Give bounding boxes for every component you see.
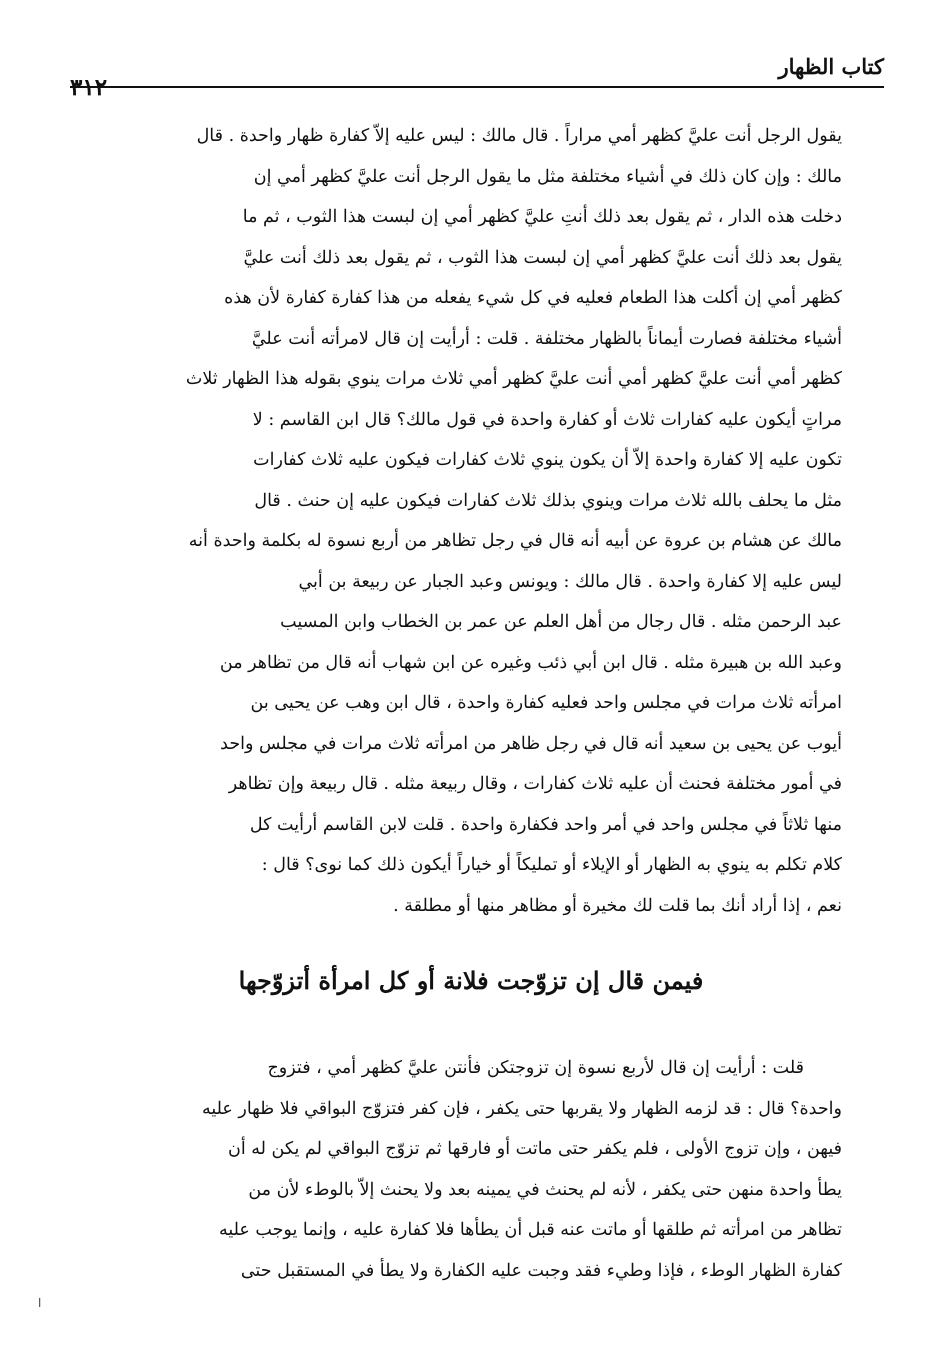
section-heading: فيمن قال إن تزوّجت فلانة أو كل امرأة أتزوّجها (238, 966, 704, 995)
text-line: عبد الرحمن مثله . قال رجال من أهل العلم عن عمر بن الخطاب وابن المسيب (280, 612, 842, 632)
page-header (70, 52, 884, 102)
text-line: نعم ، إذا أراد أنك بما قلت لك مخيرة أو مظاهر منها أو مطلقة . (393, 895, 842, 916)
text-line: امرأته ثلاث مرات في مجلس واحد فعليه كفارة واحدة ، قال ابن وهب عن يحيى بن (250, 693, 842, 713)
text-line: كفارة الظهار الوطء ، فإذا وطيء فقد وجبت عليه الكفارة ولا يطأ في المستقبل حتى (240, 1260, 842, 1281)
text-line: أشياء مختلفة فصارت أيماناً بالظهار مختلفة . قلت : أرأيت إن قال لامرأته أنت عليَّ (251, 328, 842, 349)
text-line: كلام تكلم به ينوي به الظهار أو الإيلاء أو تمليكاً أو خياراً أيكون ذلك كما نوى؟ قال : (261, 855, 842, 875)
running-title: كتاب الظهار (778, 54, 884, 79)
page-number: ٣١٢ (70, 74, 108, 101)
text-line: يقول الرجل أنت عليَّ كظهر أمي مراراً . قال مالك : ليس عليه إلاّ كفارة ظهار واحدة . قال (196, 126, 842, 146)
text-line: ليس عليه إلا كفارة واحدة . قال مالك : ويونس وعبد الجبار عن ربيعة بن أبي (298, 571, 842, 592)
text-line: واحدة؟ قال : قد لزمه الظهار ولا يقربها حتى يكفر ، فإن كفر فتزوّج البواقي فلا ظهار عليه (201, 1098, 842, 1119)
text-line: تظاهر من امرأته ثم طلقها أو ماتت عنه قبل أن يطأها فلا كفارة عليه ، وإنما يوجب عليه (218, 1220, 842, 1240)
paragraph-1 (70, 116, 842, 926)
text-line: فيهن ، وإن تزوج الأولى ، فلم يكفر حتى ماتت أو فارقها ثم تزوّج البواقي لم يكن له أن (227, 1139, 842, 1159)
paragraph-2 (70, 1048, 842, 1291)
text-line: أيوب عن يحيى بن سعيد أنه قال في رجل ظاهر من امرأته ثلاث مرات في مجلس واحد (220, 733, 842, 754)
text-line: كظهر أمي إن أكلت هذا الطعام فعليه في كل شيء يفعله من هذا كفارة كفارة لأن هذه (224, 288, 842, 308)
text-line: في أمور مختلفة فحنث أن عليه ثلاث كفارات ، وقال ربيعة مثله . قال ربيعة وإن تظاهر (228, 774, 842, 794)
text-line: مالك عن هشام بن عروة عن أبيه أنه قال في رجل تظاهر من أربع نسوة له بكلمة واحدة أنه (188, 531, 842, 551)
margin-mark: ا (38, 1296, 42, 1310)
header-rule (70, 86, 884, 88)
text-line: مراتٍ أيكون عليه كفارات ثلاث أو كفارة واحدة في قول مالك؟ قال ابن القاسم : لا (252, 409, 842, 430)
text-line: مالك : وإن كان ذلك في أشياء مختلفة مثل ما يقول الرجل أنت عليَّ كظهر أمي إن (253, 166, 842, 187)
text-line: منها ثلاثاً في مجلس واحد في أمر واحد فكفارة واحدة . قلت لابن القاسم أرأيت كل (249, 814, 842, 835)
text-line: مثل ما يحلف بالله ثلاث مرات وينوي بذلك ثلاث كفارات فيكون عليه إن حنث . قال (254, 490, 842, 511)
text-line: قلت : أرأيت إن قال لأربع نسوة إن تزوجتكن فأنتن عليَّ كظهر أمي ، فتزوج (267, 1058, 804, 1078)
text-line: وعبد الله بن هبيرة مثله . قال ابن أبي ذئب وغيره عن ابن شهاب أنه قال من تظاهر من (219, 652, 842, 673)
text-line: دخلت هذه الدار ، ثم يقول بعد ذلك أنتِ عليَّ كظهر أمي إن لبست هذا الثوب ، ثم ما (242, 207, 842, 227)
text-line: يقول بعد ذلك أنت عليَّ كظهر أمي إن لبست هذا الثوب ، ثم يقول بعد ذلك أنت عليَّ (243, 247, 842, 268)
text-line: كظهر أمي أنت عليَّ كظهر أمي أنت عليَّ كظهر أمي ثلاث مرات ينوي بقوله هذا الظهار ثلاث (185, 369, 842, 389)
text-line: تكون عليه إلا كفارة واحدة إلاّ أن يكون ينوي ثلاث كفارات فيكون عليه ثلاث كفارات (253, 450, 842, 470)
text-line: يطأ واحدة منهن حتى يكفر ، لأنه لم يحنث في يمينه بعد ولا يحنث إلاّ بالوطء لأن من (248, 1179, 842, 1200)
